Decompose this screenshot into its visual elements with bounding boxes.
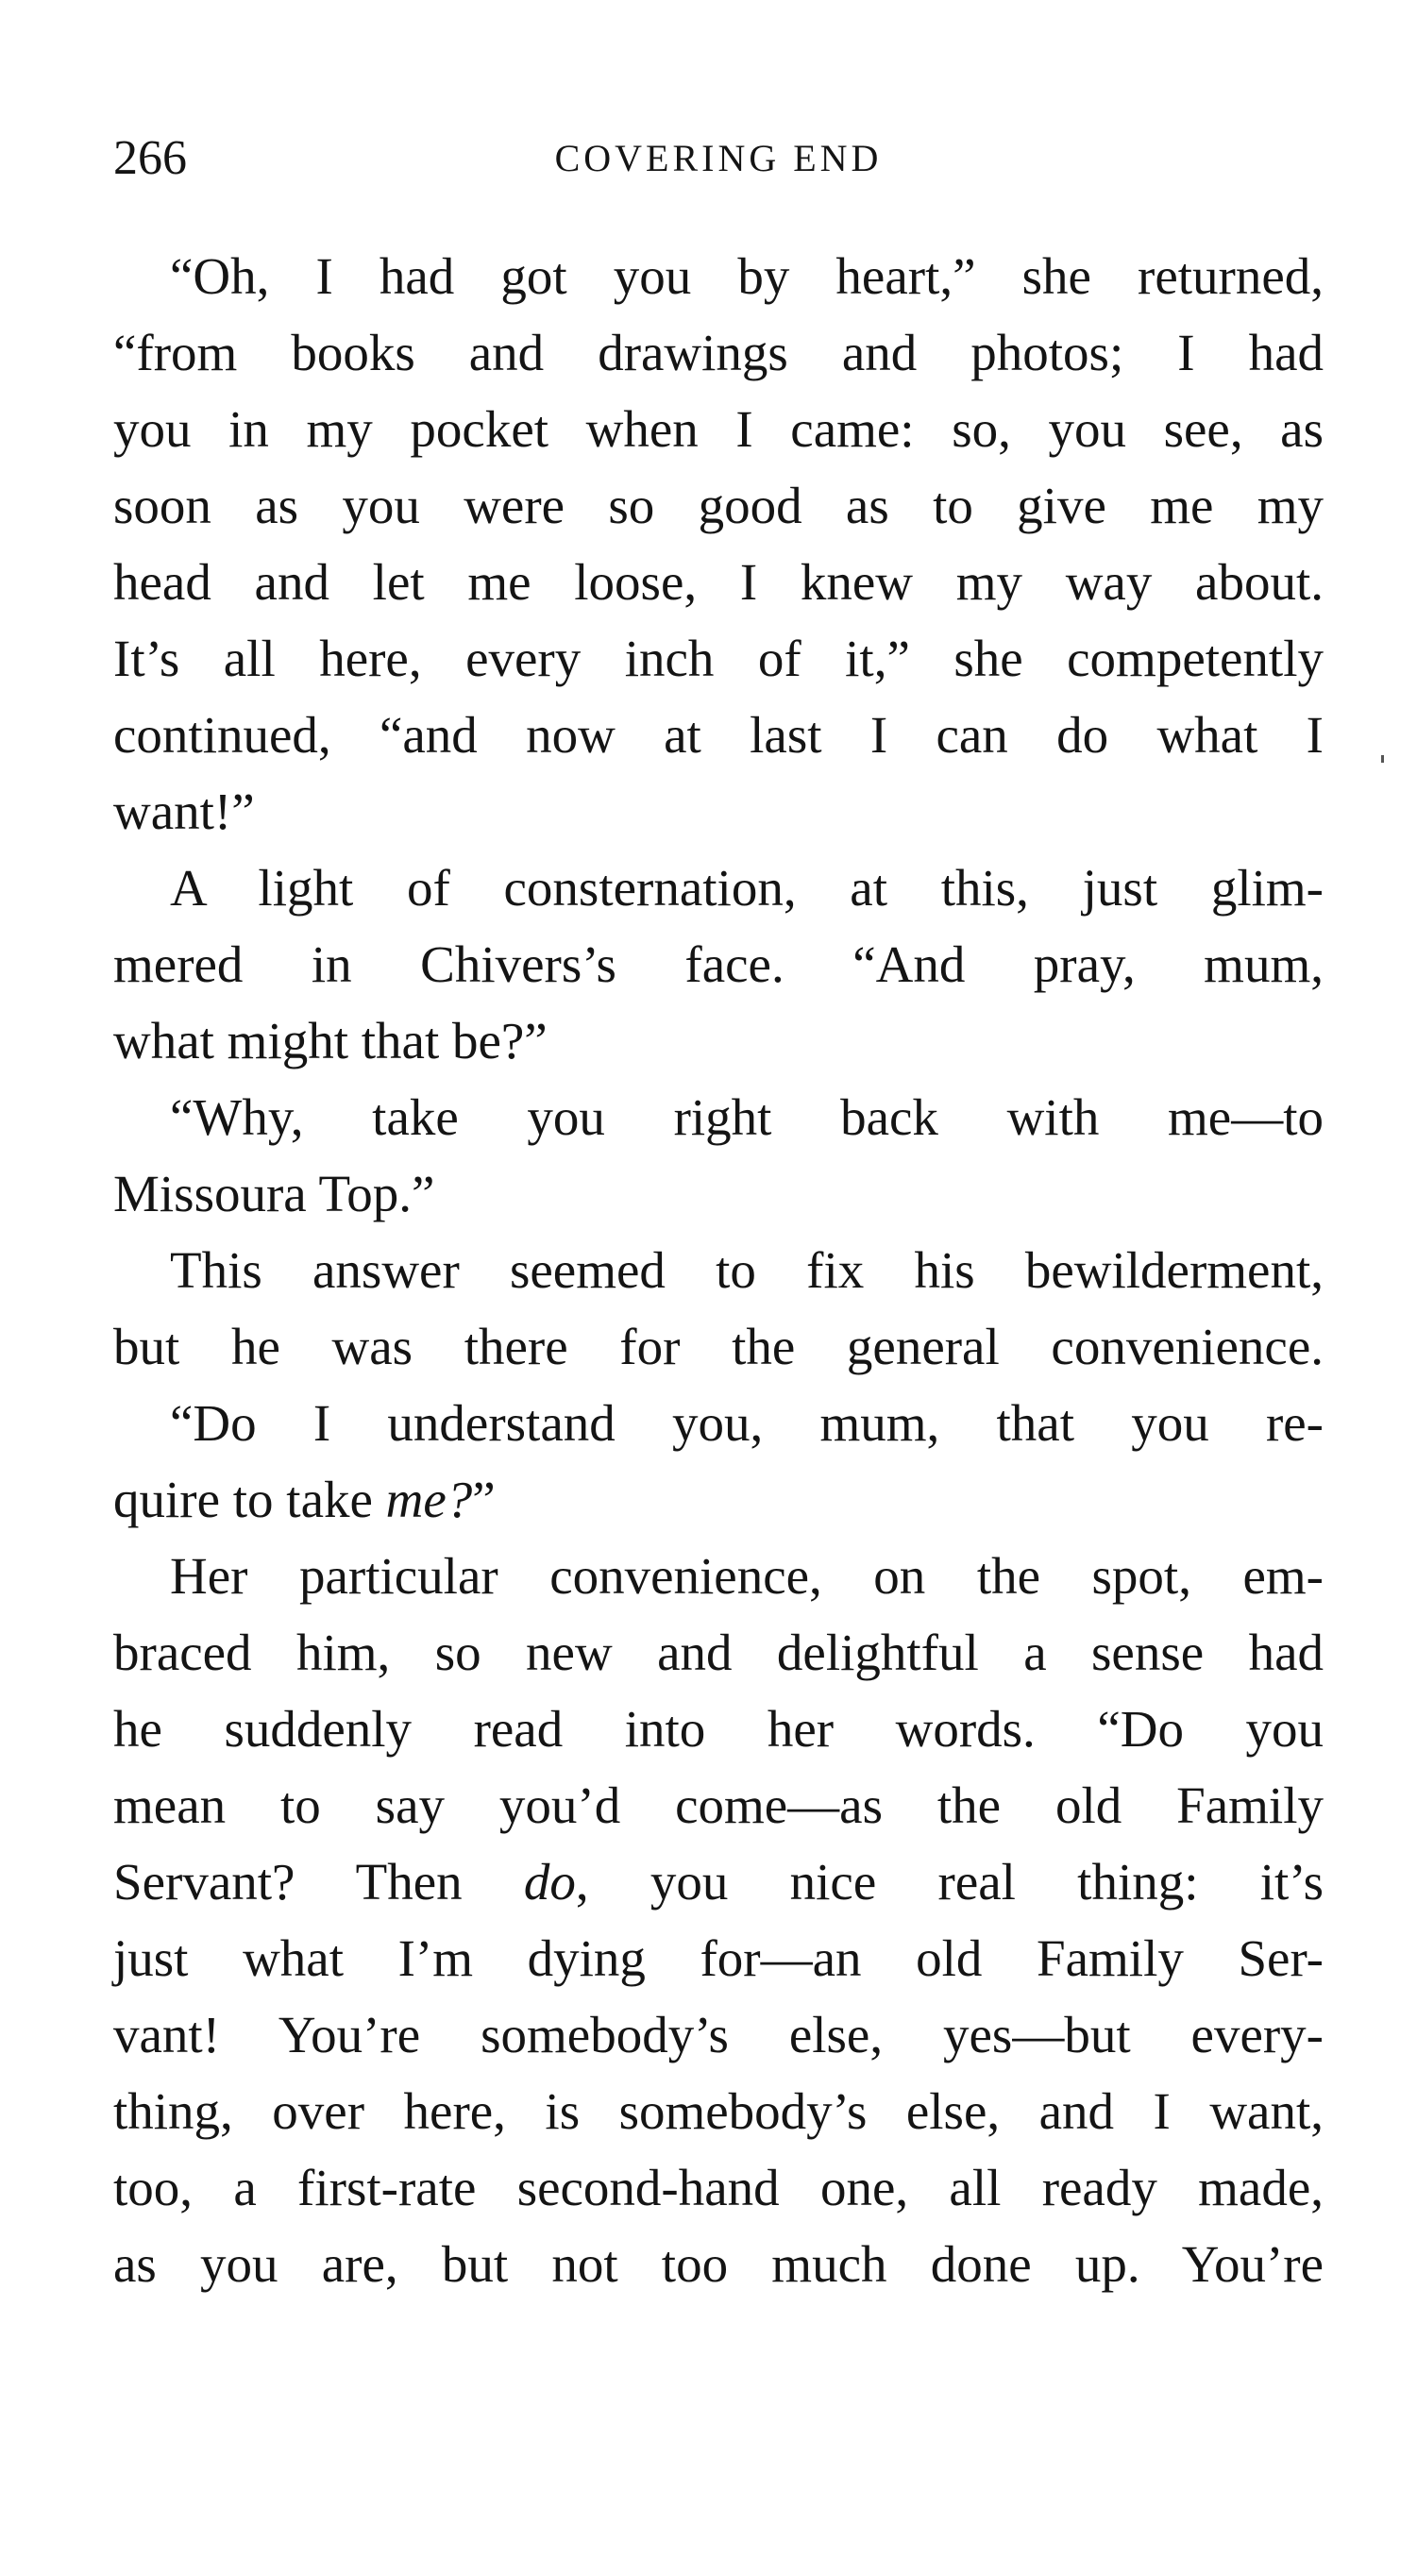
text-line: too, a first-rate second-hand one, all ready made, [113, 2159, 1324, 2216]
text-line: “from books and drawings and photos; I had [113, 324, 1324, 381]
text-line [113, 1844, 1324, 1920]
italic-text: me? [385, 1471, 473, 1528]
text-line: head and let me loose, I knew my way about. [113, 553, 1324, 611]
text-line: A light of consternation, at this, just glim- [170, 859, 1324, 917]
text-line: thing, over here, is somebody’s else, and I want, [113, 2082, 1324, 2140]
text-line: you in my pocket when I came: so, you see, as [113, 400, 1324, 458]
text-segment: quire to take [113, 1471, 386, 1528]
page-header [113, 121, 1324, 196]
text-line: continued, “and now at last I can do what I [113, 706, 1324, 764]
text-line: It’s all here, every inch of it,” she competently [113, 630, 1324, 687]
text-line: but he was there for the general convenience. [113, 1318, 1324, 1375]
text-line: mean to say you’d come—as the old Family [113, 1776, 1324, 1834]
running-head: COVERING END [554, 137, 883, 179]
text-line: mered in Chivers’s face. “And pray, mum, [113, 935, 1324, 993]
text-line: Missoura Top.” [113, 1165, 435, 1222]
italic-text: do [523, 1853, 576, 1911]
text-line: as you are, but not too much done up. You’re [113, 2235, 1324, 2293]
text-line: Her particular convenience, on the spot, em- [170, 1547, 1324, 1605]
text-segment: , you nice real thing: it’s [575, 1853, 1324, 1911]
text-line: “Why, take you right back with me—to [170, 1088, 1324, 1146]
text-line: what might that be?” [113, 1012, 548, 1069]
page-number: 266 [113, 131, 187, 185]
text-line: This answer seemed to fix his bewilderment, [170, 1241, 1324, 1299]
text-line: just what I’m dying for—an old Family Ser- [113, 1929, 1324, 1987]
text-line: want!” [113, 783, 255, 840]
text-line: braced him, so new and delightful a sense had [113, 1624, 1324, 1681]
body-text [113, 238, 1324, 2302]
text-line: “Do I understand you, mum, that you re- [170, 1394, 1324, 1452]
text-line: he suddenly read into her words. “Do you [113, 1700, 1324, 1758]
text-line: vant! You’re somebody’s else, yes—but every- [113, 2006, 1324, 2063]
text-segment: ” [472, 1471, 496, 1528]
text-segment: Servant? Then [113, 1853, 524, 1911]
text-line: soon as you were so good as to give me my [113, 477, 1324, 534]
print-speck [1381, 755, 1384, 763]
text-line [113, 1461, 1324, 1538]
text-line: “Oh, I had got you by heart,” she returned, [170, 247, 1324, 305]
